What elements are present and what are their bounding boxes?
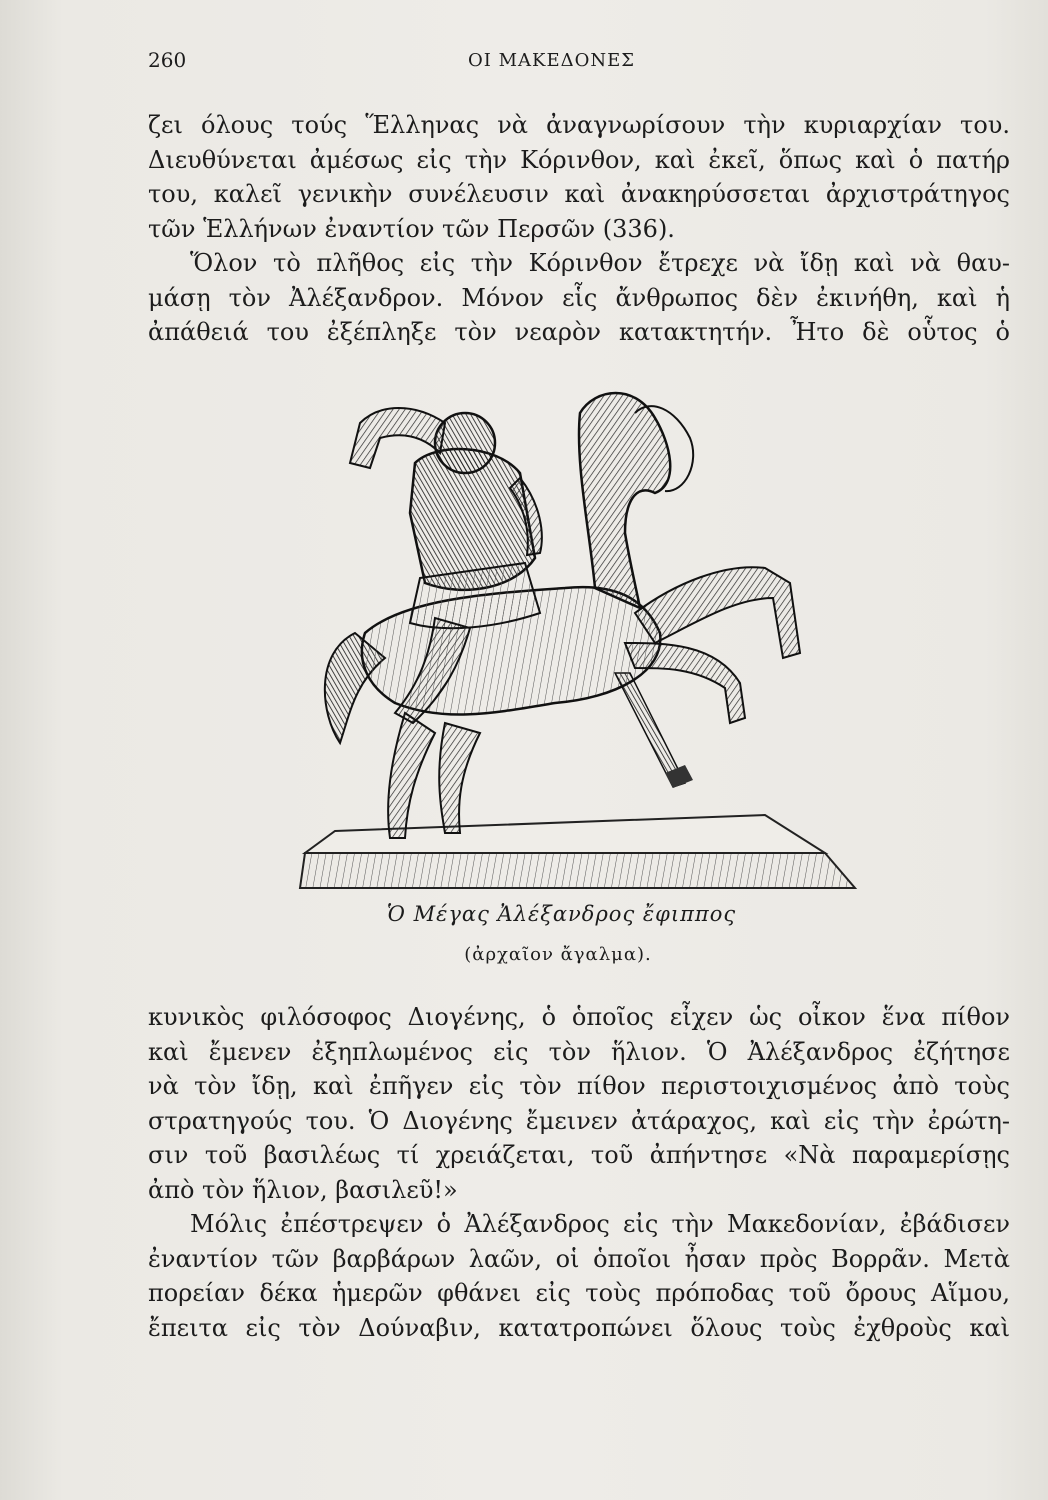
text-line: νὰ τὸν ἴδῃ, καὶ ἐπῆγεν εἰς τὸν πίθον περιστοιχισμένος ἀπὸ τοὺς	[148, 1072, 1010, 1100]
text-line: στρατηγούς του. Ὁ Διογένης ἔμεινεν ἀτάραχος, καὶ εἰς τὴν ἐρώτη-	[148, 1106, 1010, 1135]
text-line: καὶ ἔμενεν ἐξηπλωμένος εἰς τὸν ἥλιον. Ὁ Ἀλέξανδρος ἐζήτησε	[148, 1037, 1010, 1066]
page-header	[148, 48, 648, 78]
paragraph-4	[148, 1207, 1010, 1345]
figure-caption-title: Ὁ Μέγας Ἀλέξανδρος ἔφιππος	[386, 902, 737, 926]
text-line: του, καλεῖ γενικὴν συνέλευσιν καὶ ἀνακηρύσσεται ἀρχιστράτηγος	[148, 180, 1010, 208]
plinth-shading	[300, 853, 855, 888]
text-line: Διευθύνεται ἀμέσως εἰς τὴν Κόρινθον, καὶ ἐκεῖ, ὅπως καὶ ὁ πατήρ	[148, 145, 1010, 174]
text-line: ἀπάθειά του ἐξέπληξε τὸν νεαρὸν κατακτητήν. Ἦτο δὲ οὗτος ὁ	[148, 318, 1010, 346]
text-line: μάσῃ τὸν Ἀλέξανδρον. Μόνον εἷς ἄνθρωπος δὲν ἐκινήθη, καὶ ἡ	[148, 283, 1010, 312]
plinth-top	[305, 815, 825, 853]
page-number: 260	[148, 48, 187, 72]
text-line: Ὅλον τὸ πλῆθος εἰς τὴν Κόρινθον ἔτρεχε νὰ ἴδῃ καὶ νὰ θαυ-	[190, 249, 1010, 277]
text-line: Μόλις ἐπέστρεψεν ὁ Ἀλέξανδρος εἰς τὴν Μακεδονίαν, ἐβάδισεν	[190, 1210, 1010, 1238]
text-line: ἀπὸ τὸν ἥλιον, βασιλεῦ!»	[148, 1175, 458, 1204]
statue-illustration	[295, 383, 865, 895]
text-line: πορείαν δέκα ἡμερῶν φθάνει εἰς τοὺς πρόποδας τοῦ ὄρους Αἵμου,	[148, 1279, 1010, 1307]
running-title: ΟΙ ΜΑΚΕΔΟΝΕΣ	[468, 50, 635, 71]
text-line: ἔπειτα εἰς τὸν Δούναβιν, κατατροπώνει ὅλους τοὺς ἐχθροὺς καὶ	[148, 1313, 1010, 1342]
text-line: τῶν Ἑλλήνων ἐναντίον τῶν Περσῶν (336).	[148, 214, 675, 243]
text-line: ζει όλους τούς Ἕλληνας νὰ ἀναγνωρίσουν τὴν κυριαρχίαν του.	[148, 111, 1010, 139]
paragraph-1	[148, 108, 1010, 246]
text-line: ἐναντίον τῶν βαρβάρων λαῶν, οἱ ὁποῖοι ἦσαν πρὸς Βορρᾶν. Μετὰ	[148, 1244, 1010, 1273]
text-line: σιν τοῦ βασιλέως τί χρειάζεται, τοῦ ἀπήντησε «Νὰ παραμερίσῃς	[148, 1141, 1010, 1169]
figure-caption-subtitle: (ἀρχαῖον ἄγαλμα).	[464, 944, 652, 965]
paragraph-3	[148, 1000, 1010, 1207]
paragraph-2	[148, 246, 1010, 350]
text-line: κυνικὸς φιλόσοφος Διογένης, ὁ ὁποῖος εἶχεν ὡς οἶκον ἕνα πίθον	[148, 1003, 1010, 1031]
